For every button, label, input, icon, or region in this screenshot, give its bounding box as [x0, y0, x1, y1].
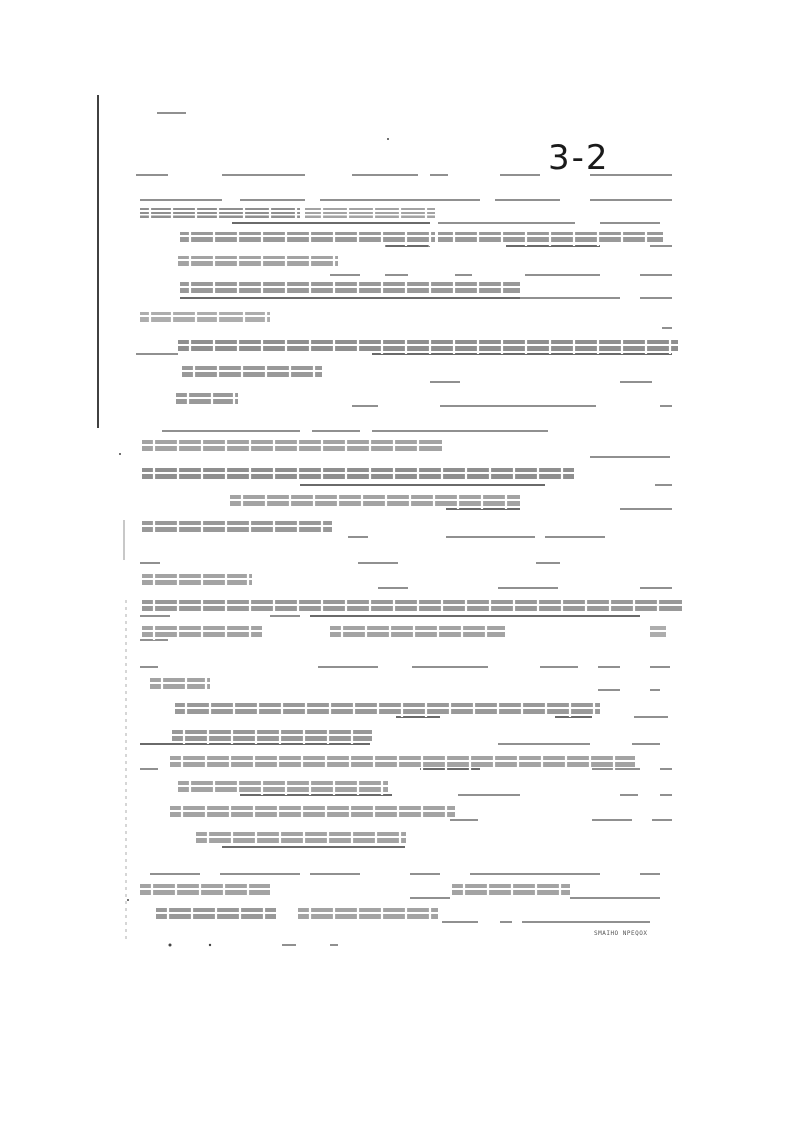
footer-code: SMAIHO NPEQOX: [594, 930, 648, 937]
handwritten-page-number: 3-2: [548, 138, 610, 178]
